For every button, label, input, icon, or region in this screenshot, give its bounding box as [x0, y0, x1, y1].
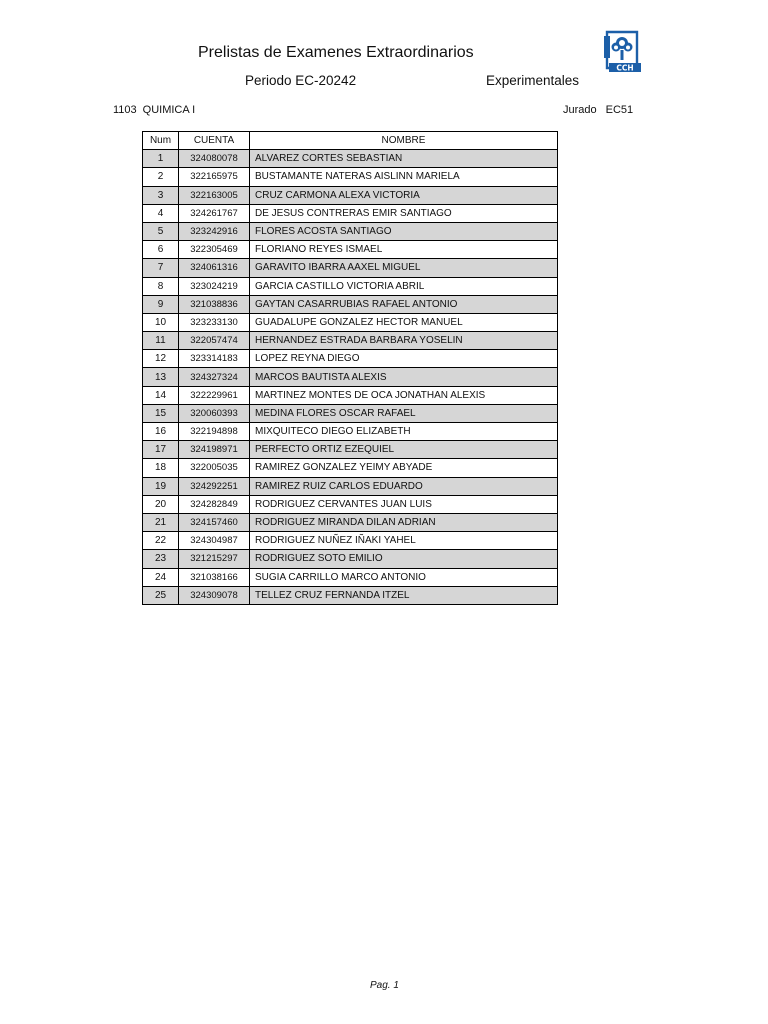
row-cuenta: 322229961 [179, 386, 250, 404]
page-title: Prelistas de Examenes Extraordinarios [198, 44, 474, 61]
row-nombre: PERFECTO ORTIZ EZEQUIEL [250, 441, 558, 459]
table-row [143, 568, 558, 586]
row-num: 6 [143, 241, 179, 259]
table-row [143, 423, 558, 441]
row-num: 9 [143, 295, 179, 313]
table-row [143, 277, 558, 295]
row-num: 16 [143, 423, 179, 441]
row-num: 23 [143, 550, 179, 568]
row-nombre: MEDINA FLORES OSCAR RAFAEL [250, 404, 558, 422]
row-num: 17 [143, 441, 179, 459]
table-row [143, 222, 558, 240]
row-cuenta: 322163005 [179, 186, 250, 204]
row-num: 20 [143, 495, 179, 513]
row-cuenta: 321215297 [179, 550, 250, 568]
table-row [143, 332, 558, 350]
student-table [142, 131, 558, 605]
row-num: 3 [143, 186, 179, 204]
table-row [143, 204, 558, 222]
row-cuenta: 322165975 [179, 168, 250, 186]
table-row [143, 295, 558, 313]
table-row [143, 186, 558, 204]
row-cuenta: 320060393 [179, 404, 250, 422]
row-nombre: LOPEZ REYNA DIEGO [250, 350, 558, 368]
row-cuenta: 324282849 [179, 495, 250, 513]
row-cuenta: 324327324 [179, 368, 250, 386]
row-nombre: GARCIA CASTILLO VICTORIA ABRIL [250, 277, 558, 295]
row-nombre: ALVAREZ CORTES SEBASTIAN [250, 150, 558, 168]
row-nombre: HERNANDEZ ESTRADA BARBARA YOSELIN [250, 332, 558, 350]
table-row [143, 586, 558, 604]
row-num: 12 [143, 350, 179, 368]
row-num: 4 [143, 204, 179, 222]
row-cuenta: 322305469 [179, 241, 250, 259]
row-num: 10 [143, 313, 179, 331]
page-number: Pag. 1 [370, 980, 399, 991]
row-nombre: GAYTAN CASARRUBIAS RAFAEL ANTONIO [250, 295, 558, 313]
row-num: 7 [143, 259, 179, 277]
row-nombre: MIXQUITECO DIEGO ELIZABETH [250, 423, 558, 441]
row-num: 13 [143, 368, 179, 386]
row-nombre: CRUZ CARMONA ALEXA VICTORIA [250, 186, 558, 204]
table-row [143, 404, 558, 422]
header-nombre: NOMBRE [250, 132, 558, 150]
row-cuenta: 323233130 [179, 313, 250, 331]
row-cuenta: 323314183 [179, 350, 250, 368]
row-num: 19 [143, 477, 179, 495]
row-nombre: RODRIGUEZ SOTO EMILIO [250, 550, 558, 568]
row-num: 15 [143, 404, 179, 422]
row-num: 21 [143, 513, 179, 531]
row-cuenta: 321038166 [179, 568, 250, 586]
row-num: 1 [143, 150, 179, 168]
row-num: 8 [143, 277, 179, 295]
header-cuenta: CUENTA [179, 132, 250, 150]
table-row [143, 150, 558, 168]
row-num: 11 [143, 332, 179, 350]
cch-logo-icon [603, 30, 643, 74]
row-cuenta: 321038836 [179, 295, 250, 313]
table-row [143, 386, 558, 404]
row-nombre: RODRIGUEZ CERVANTES JUAN LUIS [250, 495, 558, 513]
row-nombre: FLORES ACOSTA SANTIAGO [250, 222, 558, 240]
row-nombre: RAMIREZ GONZALEZ YEIMY ABYADE [250, 459, 558, 477]
row-cuenta: 322057474 [179, 332, 250, 350]
jurado-info [563, 104, 633, 116]
table-header-row [143, 132, 558, 150]
row-cuenta: 324198971 [179, 441, 250, 459]
row-num: 22 [143, 532, 179, 550]
course-code: 1103 [113, 104, 137, 116]
row-nombre: FLORIANO REYES ISMAEL [250, 241, 558, 259]
table-row [143, 513, 558, 531]
row-num: 18 [143, 459, 179, 477]
row-num: 14 [143, 386, 179, 404]
table-row [143, 532, 558, 550]
table-row [143, 313, 558, 331]
period-label: Periodo EC-20242 [245, 73, 357, 88]
exam-type-label: Experimentales [486, 73, 580, 88]
row-nombre: TELLEZ CRUZ FERNANDA ITZEL [250, 586, 558, 604]
table-row [143, 495, 558, 513]
course-info [113, 104, 195, 116]
row-cuenta: 324292251 [179, 477, 250, 495]
row-num: 2 [143, 168, 179, 186]
row-cuenta: 324304987 [179, 532, 250, 550]
row-cuenta: 324261767 [179, 204, 250, 222]
row-cuenta: 324080078 [179, 150, 250, 168]
row-nombre: DE JESUS CONTRERAS EMIR SANTIAGO [250, 204, 558, 222]
table-row [143, 441, 558, 459]
row-nombre: SUGIA CARRILLO MARCO ANTONIO [250, 568, 558, 586]
row-cuenta: 323242916 [179, 222, 250, 240]
row-cuenta: 322194898 [179, 423, 250, 441]
row-nombre: BUSTAMANTE NATERAS AISLINN MARIELA [250, 168, 558, 186]
jurado-label: Jurado [563, 104, 597, 116]
course-name: QUIMICA I [142, 104, 196, 116]
logo-text: CCH [616, 63, 634, 73]
table-row [143, 168, 558, 186]
jurado-value: EC51 [605, 104, 634, 116]
table-row [143, 477, 558, 495]
row-cuenta: 324061316 [179, 259, 250, 277]
row-cuenta: 324157460 [179, 513, 250, 531]
row-num: 5 [143, 222, 179, 240]
row-nombre: RAMIREZ RUIZ CARLOS EDUARDO [250, 477, 558, 495]
table-row [143, 259, 558, 277]
table-row [143, 241, 558, 259]
row-nombre: RODRIGUEZ MIRANDA DILAN ADRIAN [250, 513, 558, 531]
header-num: Num [143, 132, 179, 150]
table-row [143, 459, 558, 477]
row-nombre: MARTINEZ MONTES DE OCA JONATHAN ALEXIS [250, 386, 558, 404]
row-nombre: GARAVITO IBARRA AAXEL MIGUEL [250, 259, 558, 277]
row-nombre: MARCOS BAUTISTA ALEXIS [250, 368, 558, 386]
table-row [143, 368, 558, 386]
table-row [143, 350, 558, 368]
row-cuenta: 322005035 [179, 459, 250, 477]
table-row [143, 550, 558, 568]
table-body [143, 150, 558, 605]
row-num: 24 [143, 568, 179, 586]
row-nombre: RODRIGUEZ NUÑEZ IÑAKI YAHEL [250, 532, 558, 550]
row-cuenta: 323024219 [179, 277, 250, 295]
row-cuenta: 324309078 [179, 586, 250, 604]
row-num: 25 [143, 586, 179, 604]
row-nombre: GUADALUPE GONZALEZ HECTOR MANUEL [250, 313, 558, 331]
